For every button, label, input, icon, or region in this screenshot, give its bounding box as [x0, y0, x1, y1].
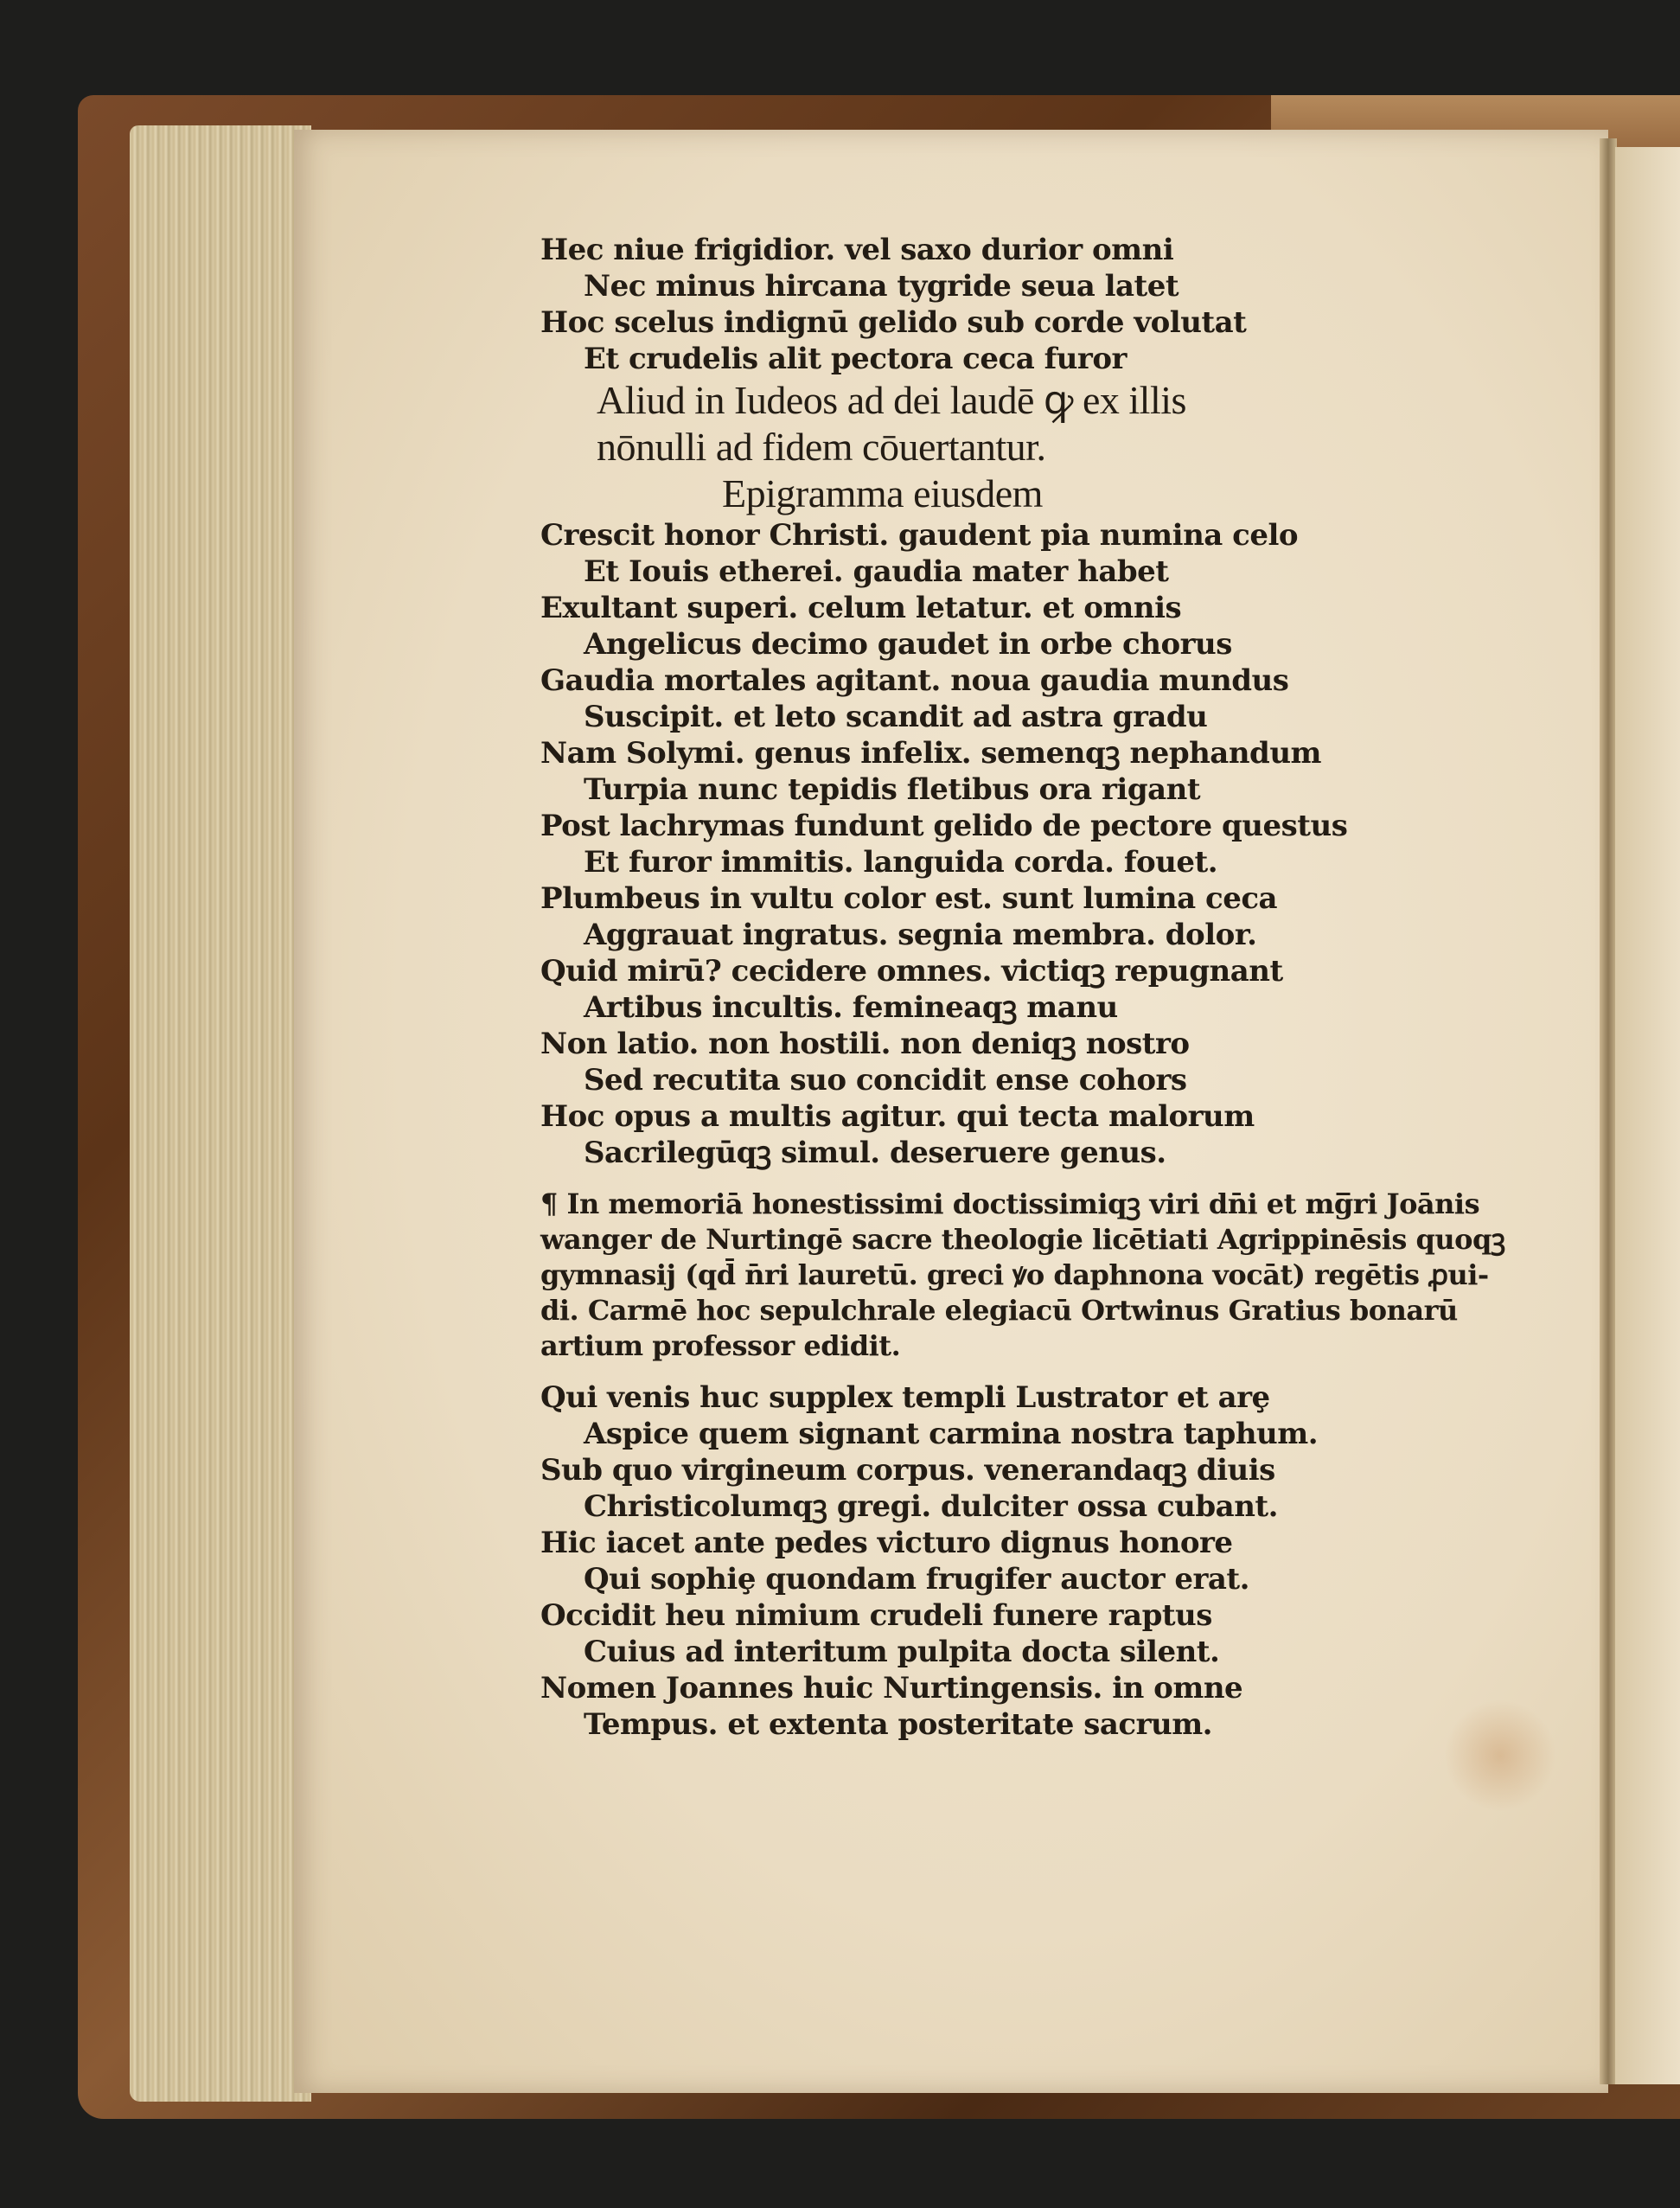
verse-line: Nomen Joannes huic Nurtingensis. in omne	[540, 1671, 1243, 1706]
prose-line: di. Carmē hoc sepulchrale elegiacū Ortwinus Gratius bonarū	[540, 1294, 1458, 1327]
verse-line: Cuius ad interitum pulpita docta silent.	[584, 1635, 1220, 1669]
verse-line: Sub quo virgineum corpus. venerandaqꝫ diuis	[540, 1453, 1275, 1488]
section-heading	[540, 377, 1474, 517]
verse-line: Tempus. et extenta posteritate sacrum.	[584, 1707, 1213, 1742]
verse-line: Suscipit. et leto scandit ad astra gradu	[584, 700, 1208, 734]
verse-line: Hoc scelus indignū gelido sub corde volutat	[540, 305, 1247, 340]
verse-line: Turpia nunc tepidis fletibus ora rigant	[584, 772, 1201, 807]
verse-line: Qui sophiȩ quondam frugifer auctor erat.	[584, 1562, 1249, 1597]
facing-page	[1615, 147, 1680, 2084]
verse-line: Gaudia mortales agitant. noua gaudia mundus	[540, 663, 1289, 698]
verse-line: Angelicus decimo gaudet in orbe chorus	[584, 627, 1232, 662]
verse-line: Aggrauat ingratus. segnia membra. dolor.	[584, 918, 1257, 952]
poem-section-3	[540, 1379, 1474, 1743]
poem-section-1	[540, 232, 1474, 377]
verse-line: Et Iouis etherei. gaudia mater habet	[584, 554, 1169, 589]
verse-line: Crescit honor Christi. gaudent pia numina celo	[540, 518, 1299, 553]
verse-line: Aspice quem signant carmina nostra taphum.	[584, 1417, 1319, 1451]
verse-line: Post lachrymas fundunt gelido de pectore questus	[540, 809, 1348, 843]
verse-line: Nam Solymi. genus infelix. semenqꝫ nephandum	[540, 736, 1322, 771]
verse-line: Hic iacet ante pedes victuro dignus honore	[540, 1526, 1233, 1560]
verse-line: Christicolumqꝫ gregi. dulciter ossa cubant.	[584, 1489, 1278, 1524]
verse-line: Sed recutita suo concidit ense cohors	[584, 1063, 1187, 1098]
verse-line: Hec niue frigidior. vel saxo durior omni	[540, 233, 1174, 267]
verse-line: Artibus incultis. femineaqꝫ manu	[584, 990, 1118, 1025]
book-gutter	[1600, 138, 1617, 2084]
verse-line: Quid mirū? cecidere omnes. victiqꝫ repugnant	[540, 954, 1283, 989]
prose-line: ¶ In memoriā honestissimi doctissimiqꝫ viri dn̄i et mg̅ri Joānis	[540, 1187, 1480, 1220]
heading-line: Aliud in Iudeos ad dei laudē ꝙ ex illis	[597, 378, 1186, 422]
verse-line: Et crudelis alit pectora ceca furor	[584, 342, 1127, 376]
verse-line: Qui venis huc supplex templi Lustrator et arȩ	[540, 1380, 1270, 1415]
page-edges	[130, 125, 311, 2102]
heading-line: Epigramma eiusdem	[722, 471, 1043, 515]
verse-line: Sacrilegūqꝫ simul. deseruere genus.	[584, 1136, 1166, 1170]
verse-line: Occidit heu nimium crudeli funere raptus	[540, 1598, 1212, 1633]
verse-line: Et furor immitis. languida corda. fouet.	[584, 845, 1218, 880]
prose-line: artium professor edidit.	[540, 1329, 901, 1362]
verse-line: Exultant superi. celum letatur. et omnis	[540, 591, 1182, 625]
poem-section-2	[540, 517, 1474, 1171]
prose-line: wanger de Nurtingē sacre theologie licētiati Agrippinēsis quoqꝫ	[540, 1223, 1505, 1256]
page-text	[540, 232, 1505, 1743]
verse-line: Non latio. non hostili. non deniqꝫ nostro	[540, 1027, 1190, 1061]
verse-line: Nec minus hircana tygride seua latet	[584, 269, 1179, 304]
dedication-paragraph	[540, 1187, 1505, 1364]
heading-line: nōnulli ad fidem cōuertantur.	[597, 425, 1046, 469]
verse-line: Plumbeus in vultu color est. sunt lumina ceca	[540, 881, 1278, 916]
verse-line: Hoc opus a multis agitur. qui tecta malorum	[540, 1099, 1255, 1134]
prose-line: gymnasij (qd̄ n̄ri lauretū. greci ꝟo daphnona vocāt) regētis ꝓui-	[540, 1258, 1489, 1291]
